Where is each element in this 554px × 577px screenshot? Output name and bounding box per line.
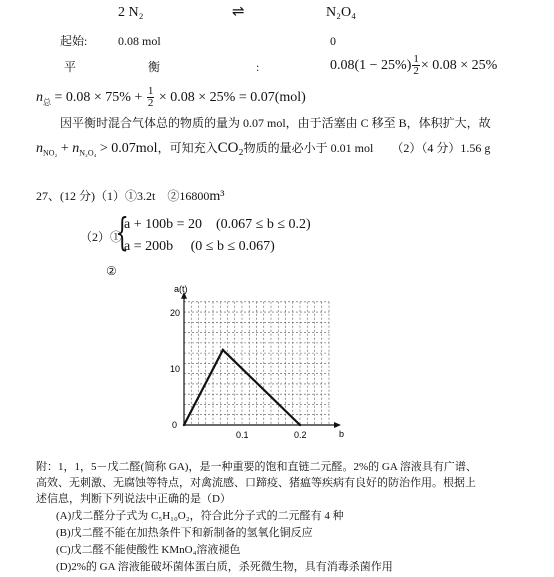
n-no2: n (36, 141, 43, 156)
x-tick-label: 0.1 (236, 430, 249, 440)
eq-frac-num: 1 (413, 53, 419, 66)
total-moles-line (36, 84, 306, 117)
x-axis-label: b (339, 429, 345, 439)
q27-unit: m³ (209, 189, 225, 204)
appendix-line-3: 述信息，判断下列说法中正确的是（D） (36, 493, 231, 505)
part2-answer: （2）（4 分）1.56 g (391, 141, 491, 155)
eq-expr-right: × 0.08 × 25% (420, 58, 498, 73)
total-part2: × 0.08 × 25% = 0.07(mol) (155, 90, 306, 105)
option-a: (A)戊二醛分子式为 C₅H₁₀O₂，符合此分子式的二元醛有 4 种 (56, 510, 344, 522)
equilibrium-colon: : (256, 60, 260, 74)
initial-left-value: 0.08 mol (118, 34, 161, 48)
data-point (299, 424, 301, 426)
appendix-line-2: 高效、无刺激、无腐蚀等特点，对禽流感、口蹄疫、猪瘟等疾病有良好的防治作用。根据上 (36, 477, 476, 489)
inequality: > 0.07mol (96, 141, 158, 156)
initial-right-value: 0 (330, 34, 336, 48)
y-tick-label: 20 (170, 308, 181, 318)
n-n2o4: n (72, 141, 80, 156)
equilibrium-expression (330, 52, 497, 80)
para2-text: ，可知充入 (157, 141, 218, 155)
total-n: n (36, 90, 43, 105)
reaction-lhs (118, 6, 144, 20)
reaction-lhs-tail: ₂ (138, 5, 144, 20)
q27-header-text: 27、(12 分)（1）①3.2t ②16800 (36, 189, 210, 203)
total-frac-num: 1 (147, 85, 154, 98)
x-tick-label: 0.2 (294, 430, 307, 440)
system-brace: { (115, 210, 129, 254)
x-axis-arrow (334, 422, 341, 428)
n-no2-sub: NO₂ (43, 148, 58, 158)
option-d: (D)2%的 GA 溶液能破坏菌体蛋白质，杀死微生物，具有消毒杀菌作用 (56, 561, 393, 573)
paragraph-1: 因平衡时混合气体总的物质的量为 0.07 mol，由于活塞由 C 移至 B，体积扩大，故 (60, 116, 491, 130)
total-n-sub: 总 (43, 97, 51, 107)
equilibrium-label-b: 衡 (148, 60, 161, 74)
total-fraction (147, 86, 155, 109)
co2-formula: CO₂ (217, 140, 244, 156)
option-b: (B)戊二醛不能在加热条件下和新制备的氢氧化铜反应 (56, 527, 313, 539)
data-point (183, 424, 185, 426)
total-part1: = 0.08 × 75% + (51, 90, 146, 105)
total-frac-den: 2 (147, 97, 154, 110)
initial-label: 起始: (60, 34, 88, 48)
origin-label: 0 (172, 420, 178, 430)
eq-expr-left: 0.08(1 − 25%) (330, 58, 412, 73)
equilibrium-arrow: ⇌ (232, 2, 245, 20)
y-axis-label: a(t) (174, 283, 188, 294)
para2-tail: 物质的量必小于 0.01 mol (243, 141, 374, 155)
ab-line-chart (160, 282, 360, 442)
n-n2o4-sub: N₂O₄ (79, 148, 97, 158)
q27-circle-2: ② (106, 264, 117, 278)
option-c: (C)戊二醛不能使酸性 KMnO₄溶液褪色 (56, 544, 241, 556)
data-point (222, 349, 224, 351)
reaction-lhs-text: 2 N (118, 5, 139, 20)
plus-sign: + (57, 141, 73, 156)
eq-frac-den: 2 (413, 65, 419, 78)
paragraph-2 (36, 138, 490, 163)
equilibrium-label-a: 平 (64, 60, 77, 74)
q27-equation-1: a + 100b = 20 (0.067 ≤ b ≤ 0.2) (124, 217, 311, 232)
q27-equation-2: a = 200b (0 ≤ b ≤ 0.067) (124, 239, 275, 254)
reaction-rhs: N₂O₄ (326, 5, 356, 20)
appendix-line-1: 附：1，1，5－戊二醛(简称 GA)，是一种重要的饱和直链二元醛。2%的 GA 溶液具有广谱、 (36, 461, 477, 473)
eq-fraction (412, 54, 420, 77)
q27-part2-label: （2）① (80, 230, 123, 244)
q27-header (36, 189, 224, 204)
y-tick-label: 10 (170, 364, 181, 374)
